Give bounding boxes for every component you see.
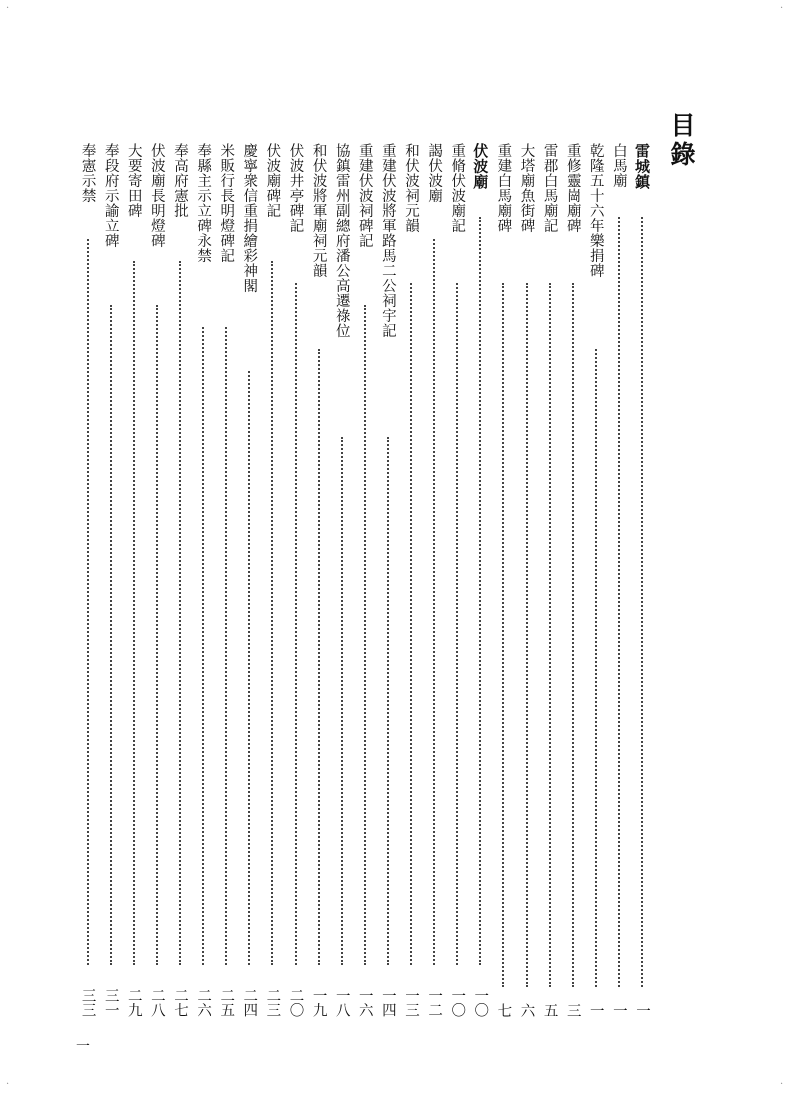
toc-entry-page: 一三 — [403, 988, 419, 1017]
toc-entry-page: 二九 — [125, 988, 142, 1017]
toc-entry — [631, 143, 653, 1017]
toc-entry-title: 重建白馬廟碑 — [495, 143, 512, 233]
toc-entry — [331, 143, 353, 1017]
toc-leader-dots — [410, 283, 412, 965]
toc-entry — [215, 143, 237, 1017]
toc-leader-dots — [225, 327, 227, 965]
toc-entry-title: 奉憲示禁 — [79, 143, 96, 203]
toc-leader-dots — [479, 217, 481, 965]
toc-entry-page: 二四 — [241, 988, 258, 1017]
toc-entry — [423, 143, 445, 1017]
toc-entry-title: 重修靈崗廟碑 — [564, 143, 581, 233]
toc-entry-title: 謁伏波廟 — [426, 143, 443, 203]
toc-leader-dots — [133, 261, 135, 965]
toc-entry — [400, 143, 422, 1017]
toc-entry-page: 二三 — [264, 988, 281, 1017]
toc-entry-page: 二七 — [172, 988, 188, 1017]
toc-entry-page: 一八 — [333, 988, 350, 1017]
toc-entry-title: 伏波廟長明燈碑 — [148, 143, 165, 248]
page-folio: 一 — [76, 1039, 90, 1055]
toc-entry — [469, 143, 491, 1017]
toc-leader-dots — [618, 217, 620, 987]
toc-entry — [100, 143, 122, 1017]
toc-leader-dots — [364, 305, 366, 965]
toc-leader-dots — [110, 305, 112, 965]
toc-entry-title: 重脩伏波廟記 — [449, 143, 466, 233]
toc-leader-dots — [318, 349, 320, 965]
toc-entry — [354, 143, 376, 1017]
toc-entry-title: 和伏波將軍廟祠元韻 — [310, 143, 327, 278]
toc-entry-page: 三三 — [79, 988, 96, 1017]
toc-entry — [308, 143, 330, 1017]
toc-entry-title: 大要寄田碑 — [125, 143, 142, 218]
toc-entry-page: 三 — [564, 1002, 581, 1017]
toc-entry-title: 慶寧衆信重捐繪彩神閣 — [241, 143, 258, 293]
toc-entry-title: 乾隆五十六年樂捐碑 — [587, 143, 604, 278]
toc-entry-title: 伏波井亭碑記 — [287, 143, 304, 233]
corner-mark-top-right: · — [780, 3, 784, 14]
corner-mark-top-left: · — [6, 3, 10, 14]
toc-entry-page: 一〇 — [449, 988, 466, 1017]
toc-leader-dots — [549, 283, 551, 987]
toc-leader-dots — [387, 437, 389, 965]
toc-entry — [146, 143, 168, 1017]
corner-mark-bottom-right: · — [780, 1079, 784, 1090]
toc-entry-page: 二八 — [148, 988, 165, 1017]
toc-entry-title: 雷郡白馬廟記 — [541, 143, 558, 233]
toc-entry-page: 一四 — [379, 988, 396, 1017]
toc-leader-dots — [572, 283, 574, 987]
toc-entry — [77, 143, 99, 1017]
toc-entry-title: 伏波廟 — [471, 143, 490, 190]
toc-entry-page: 二六 — [195, 988, 212, 1017]
toc-leader-dots — [295, 283, 297, 965]
toc-entry — [377, 143, 399, 1017]
toc-entry-title: 和伏波祠元韻 — [403, 143, 419, 233]
toc-entry-page: 二五 — [218, 988, 235, 1017]
toc-entry — [446, 143, 468, 1017]
toc-entry-title: 白馬廟 — [610, 143, 627, 188]
toc-leader-dots — [87, 239, 89, 965]
toc-entry — [516, 143, 538, 1017]
toc-leader-dots — [248, 371, 250, 965]
toc-leader-dots — [502, 283, 504, 987]
toc-entry-page: 一六 — [356, 988, 373, 1017]
toc-entry-page: 一二 — [426, 988, 443, 1017]
toc-entry-page: 六 — [518, 1002, 535, 1017]
toc-leader-dots — [526, 283, 528, 987]
toc-entry-title: 重建伏波祠碑記 — [356, 143, 373, 248]
toc-entry-page: 一 — [610, 1002, 627, 1017]
toc-entry — [562, 143, 584, 1017]
toc-entry-page: 一九 — [310, 988, 327, 1017]
toc-entry-title: 雷城鎮 — [633, 143, 651, 190]
toc-entry — [285, 143, 307, 1017]
toc-entry-page: 一 — [634, 1002, 650, 1017]
toc-entry-title: 奉段府示諭立碑 — [102, 143, 119, 248]
toc-entry-title: 重建伏波將軍路馬二公祠宇記 — [379, 143, 396, 338]
toc-entry-page: 一 — [587, 1002, 604, 1017]
toc-entry — [492, 143, 514, 1017]
toc-entry-page: 二〇 — [287, 988, 304, 1017]
toc-entry-page: 一〇 — [472, 988, 489, 1017]
toc-leader-dots — [433, 239, 435, 965]
toc-entry — [238, 143, 260, 1017]
toc-entry-title: 協鎮雷州副總府潘公高遷祿位 — [333, 143, 350, 338]
toc-entry — [261, 143, 283, 1017]
toc-heading: 目錄 — [667, 112, 696, 170]
toc-entry — [539, 143, 561, 1017]
toc-leader-dots — [202, 327, 204, 965]
toc-entry-page: 五 — [541, 1002, 558, 1017]
toc-entry-title: 米販行長明燈碑記 — [218, 143, 235, 263]
toc-entry — [169, 143, 191, 1017]
toc-leader-dots — [341, 437, 343, 965]
toc-entry — [123, 143, 145, 1017]
toc-entry-page: 七 — [495, 1002, 512, 1017]
corner-mark-bottom-left: · — [6, 1079, 10, 1090]
toc-leader-dots — [641, 217, 643, 987]
toc-entry-title: 奉高府憲批 — [172, 143, 188, 218]
toc-entry — [608, 143, 630, 1017]
toc-entry — [585, 143, 607, 1017]
toc-leader-dots — [456, 283, 458, 965]
toc-leader-dots — [179, 261, 181, 965]
toc-entry-title: 奉縣主示立碑永禁 — [195, 143, 212, 263]
toc-leader-dots — [271, 261, 273, 965]
toc-leader-dots — [595, 349, 597, 987]
toc-entry-page: 三一 — [102, 988, 119, 1017]
toc-entry-title: 伏波廟碑記 — [264, 143, 281, 218]
toc-entry — [192, 143, 214, 1017]
toc-leader-dots — [156, 305, 158, 965]
toc-entry-title: 大塔廟魚街碑 — [518, 143, 535, 233]
